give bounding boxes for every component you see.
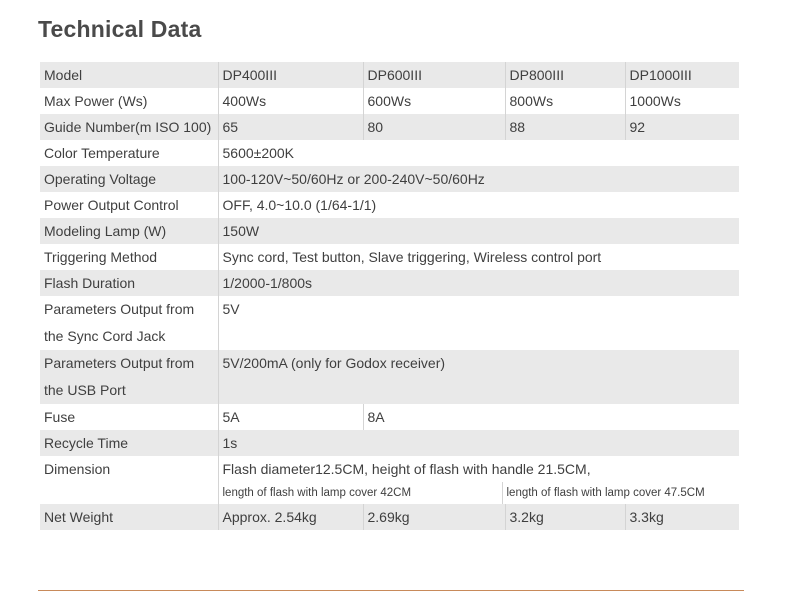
table-row: [40, 244, 739, 270]
cell: 65: [218, 114, 363, 140]
header-cell: DP400III: [218, 62, 363, 88]
dimension-line: Flash diameter12.5CM, height of flash with handle 21.5CM,: [222, 461, 591, 477]
row-label: Color Temperature: [40, 140, 218, 166]
page-title: Technical Data: [38, 16, 202, 42]
cell: 600Ws: [363, 88, 505, 114]
cell: 400Ws: [218, 88, 363, 114]
table-row: [40, 166, 739, 192]
header-cell: DP1000III: [625, 62, 739, 88]
footer-divider: [38, 590, 744, 591]
cell: 8A: [363, 404, 739, 430]
cell: 800Ws: [505, 88, 625, 114]
cell: 5V/200mA (only for Godox receiver): [218, 350, 739, 404]
table-row: [40, 218, 739, 244]
row-label: Flash Duration: [40, 270, 218, 296]
cell: 92: [625, 114, 739, 140]
row-label: [40, 350, 218, 404]
table-row: [40, 88, 739, 114]
row-label: [40, 296, 218, 350]
table-row: [40, 192, 739, 218]
row-label-line: the USB Port: [44, 382, 126, 398]
dimension-value-a: length of flash with lamp cover 42CM: [222, 487, 412, 499]
cell: 1000Ws: [625, 88, 739, 114]
cell: Approx. 2.54kg: [218, 504, 363, 530]
row-label-line: the Sync Cord Jack: [44, 328, 166, 344]
row-label: Operating Voltage: [40, 166, 218, 192]
row-label: Modeling Lamp (W): [40, 218, 218, 244]
header-cell: Model: [40, 62, 218, 88]
dimension-value-b: length of flash with lamp cover 47.5CM: [502, 482, 740, 504]
table-header-row: [40, 62, 739, 88]
table-row: [40, 296, 739, 350]
row-label: Triggering Method: [40, 244, 218, 270]
row-label: Fuse: [40, 404, 218, 430]
row-label: Max Power (Ws): [40, 88, 218, 114]
table-row: [40, 140, 739, 166]
table-row: [40, 114, 739, 140]
cell: 5V: [218, 296, 739, 350]
row-label: Dimension: [40, 456, 218, 504]
header-cell: DP600III: [363, 62, 505, 88]
cell: 3.2kg: [505, 504, 625, 530]
row-label: Power Output Control: [40, 192, 218, 218]
cell: 100-120V~50/60Hz or 200-240V~50/60Hz: [218, 166, 739, 192]
table-row: [40, 404, 739, 430]
row-label: Guide Number(m ISO 100): [40, 114, 218, 140]
row-label: Recycle Time: [40, 430, 218, 456]
cell: 5600±200K: [218, 140, 739, 166]
cell: 150W: [218, 218, 739, 244]
cell: OFF, 4.0~10.0 (1/64-1/1): [218, 192, 739, 218]
technical-data-table: [40, 62, 739, 530]
cell: 5A: [218, 404, 363, 430]
cell: 3.3kg: [625, 504, 739, 530]
row-label: Net Weight: [40, 504, 218, 530]
table-row: [40, 350, 739, 404]
cell: 1/2000-1/800s: [218, 270, 739, 296]
table-row: [40, 270, 739, 296]
header-cell: DP800III: [505, 62, 625, 88]
dimension-subrow: [219, 482, 740, 504]
cell: 80: [363, 114, 505, 140]
row-label-line: Parameters Output from: [44, 301, 195, 317]
cell: 88: [505, 114, 625, 140]
table-row: [40, 430, 739, 456]
row-label-line: Parameters Output from: [44, 355, 195, 371]
cell: Sync cord, Test button, Slave triggering, Wireless control port: [218, 244, 739, 270]
table-row: [40, 456, 739, 504]
cell: [218, 456, 739, 504]
table-row: [40, 504, 739, 530]
cell: 2.69kg: [363, 504, 505, 530]
cell: 1s: [218, 430, 739, 456]
